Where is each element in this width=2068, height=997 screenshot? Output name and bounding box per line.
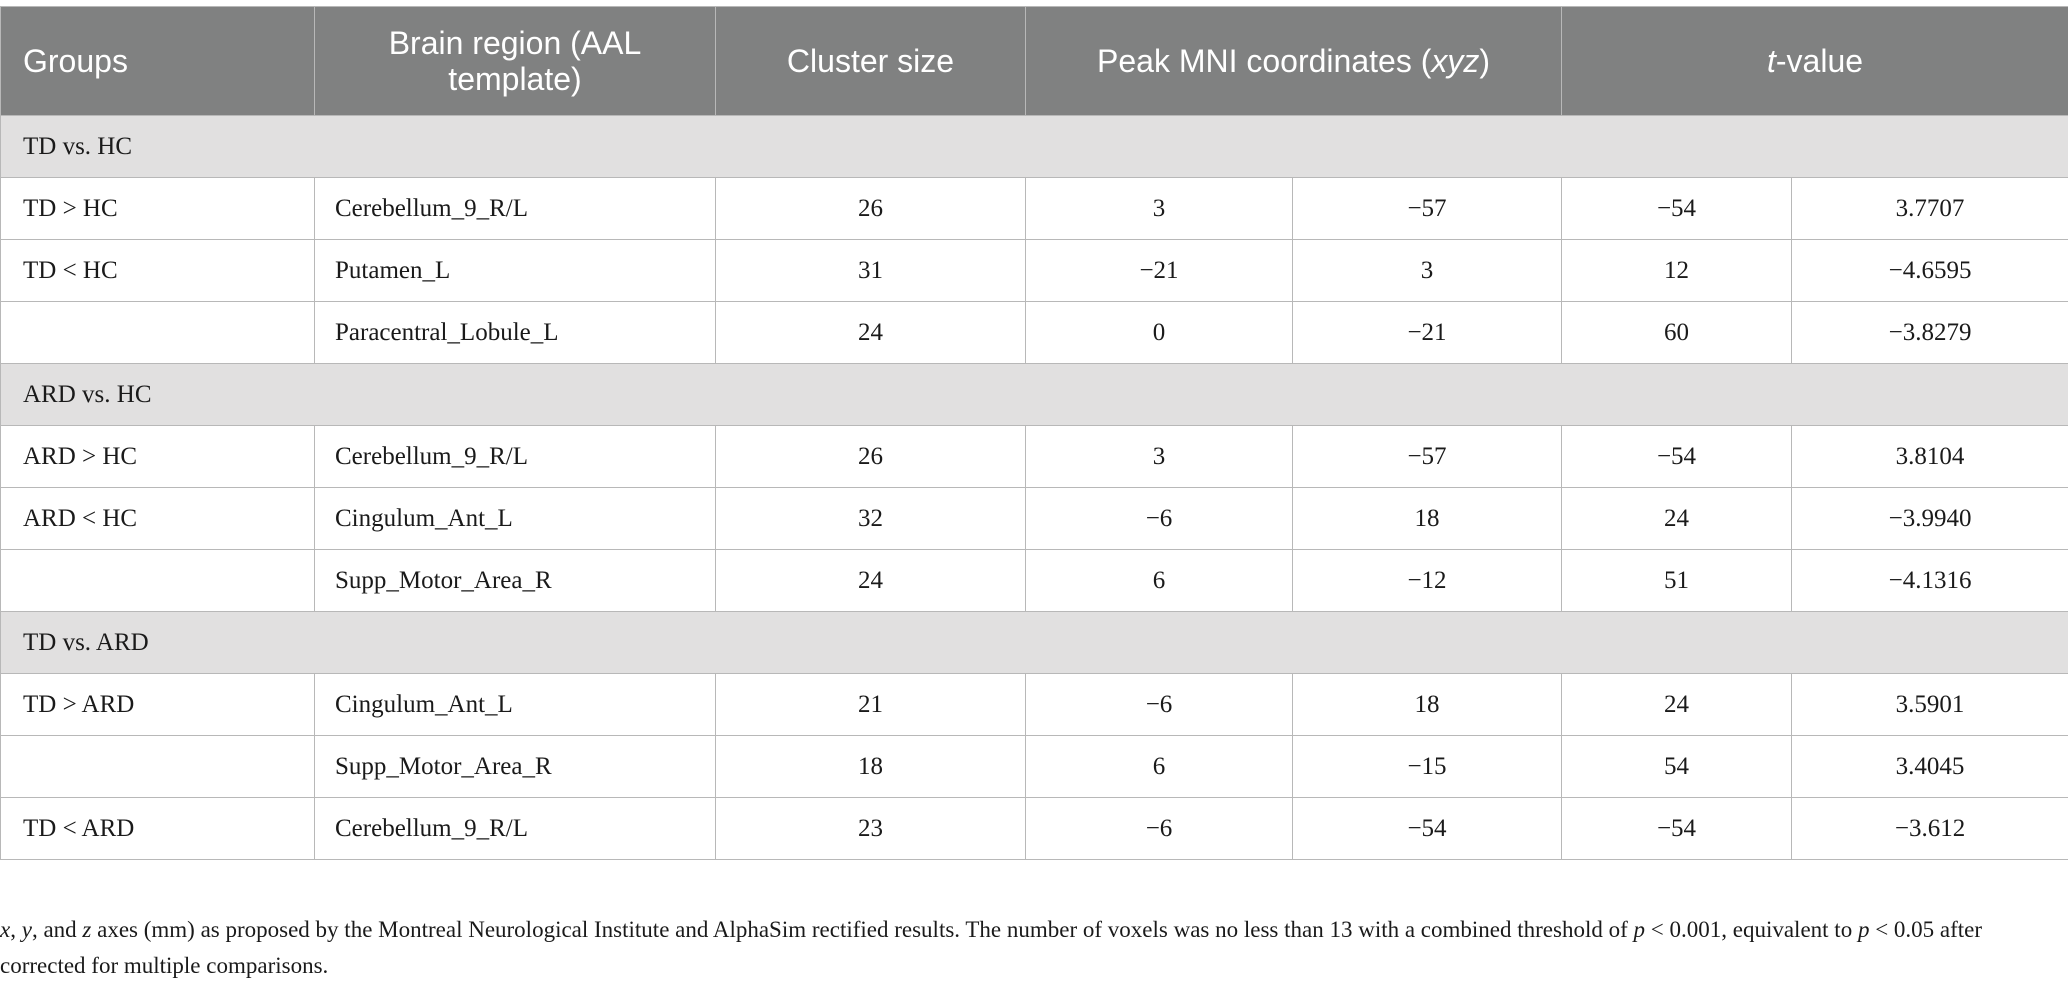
t-value-cell: 3.7707 (1792, 178, 2068, 240)
mni-z-cell: −54 (1562, 426, 1792, 488)
group-cell (1, 302, 315, 364)
t-value-cell: −3.612 (1792, 798, 2068, 860)
group-cell (1, 736, 315, 798)
group-cell: TD > ARD (1, 674, 315, 736)
mni-y-cell: 3 (1293, 240, 1562, 302)
mni-y-cell: −12 (1293, 550, 1562, 612)
cluster-size-cell: 21 (716, 674, 1026, 736)
mni-x-cell: 6 (1026, 550, 1293, 612)
header-brain-region (315, 7, 716, 116)
section-row (1, 364, 2068, 426)
brain-region-cell: Cerebellum_9_R/L (315, 178, 716, 240)
mni-z-cell: −54 (1562, 178, 1792, 240)
group-cell: ARD > HC (1, 426, 315, 488)
cluster-size-cell: 23 (716, 798, 1026, 860)
mni-z-cell: 24 (1562, 488, 1792, 550)
mni-y-cell: 18 (1293, 674, 1562, 736)
t-value-cell: 3.4045 (1792, 736, 2068, 798)
mni-x-cell: −6 (1026, 674, 1293, 736)
mni-z-cell: 54 (1562, 736, 1792, 798)
brain-region-cell: Cingulum_Ant_L (315, 674, 716, 736)
header-brain-region-line2: template) (448, 61, 582, 97)
section-row (1, 116, 2068, 178)
brain-region-cell: Supp_Motor_Area_R (315, 550, 716, 612)
table-row (1, 736, 2068, 798)
table-header-row (1, 7, 2068, 116)
t-value-cell: 3.8104 (1792, 426, 2068, 488)
header-cluster-size: Cluster size (716, 7, 1026, 116)
results-table (0, 6, 2068, 860)
cluster-size-cell: 24 (716, 550, 1026, 612)
table-row (1, 240, 2068, 302)
mni-x-cell: 3 (1026, 178, 1293, 240)
table-row (1, 178, 2068, 240)
t-value-cell: 3.5901 (1792, 674, 2068, 736)
section-title: TD vs. HC (1, 116, 2068, 178)
t-value-cell: −4.1316 (1792, 550, 2068, 612)
mni-x-cell: −21 (1026, 240, 1293, 302)
mni-y-cell: −57 (1293, 178, 1562, 240)
cluster-size-cell: 31 (716, 240, 1026, 302)
mni-x-cell: 3 (1026, 426, 1293, 488)
mni-z-cell: 60 (1562, 302, 1792, 364)
brain-region-cell: Supp_Motor_Area_R (315, 736, 716, 798)
brain-region-cell: Cerebellum_9_R/L (315, 426, 716, 488)
cluster-size-cell: 24 (716, 302, 1026, 364)
table-row (1, 550, 2068, 612)
group-cell: TD > HC (1, 178, 315, 240)
cluster-size-cell: 18 (716, 736, 1026, 798)
mni-x-cell: 0 (1026, 302, 1293, 364)
mni-z-cell: 24 (1562, 674, 1792, 736)
cluster-size-cell: 32 (716, 488, 1026, 550)
group-cell: ARD < HC (1, 488, 315, 550)
t-value-cell: −3.8279 (1792, 302, 2068, 364)
section-row (1, 612, 2068, 674)
header-peak-mni: Peak MNI coordinates (xyz) (1026, 7, 1562, 116)
section-title: ARD vs. HC (1, 364, 2068, 426)
brain-region-cell: Cingulum_Ant_L (315, 488, 716, 550)
header-t-value: t-value (1562, 7, 2068, 116)
header-groups: Groups (1, 7, 315, 116)
t-value-cell: −4.6595 (1792, 240, 2068, 302)
brain-region-cell: Paracentral_Lobule_L (315, 302, 716, 364)
brain-region-cell: Cerebellum_9_R/L (315, 798, 716, 860)
table-row (1, 426, 2068, 488)
mni-y-cell: −21 (1293, 302, 1562, 364)
section-title: TD vs. ARD (1, 612, 2068, 674)
brain-region-cell: Putamen_L (315, 240, 716, 302)
mni-z-cell: −54 (1562, 798, 1792, 860)
cluster-size-cell: 26 (716, 426, 1026, 488)
mni-z-cell: 12 (1562, 240, 1792, 302)
mni-x-cell: −6 (1026, 798, 1293, 860)
header-brain-region-line1: Brain region (AAL (388, 25, 642, 61)
table-row (1, 674, 2068, 736)
mni-y-cell: −57 (1293, 426, 1562, 488)
group-cell (1, 550, 315, 612)
t-value-cell: −3.9940 (1792, 488, 2068, 550)
cluster-size-cell: 26 (716, 178, 1026, 240)
table-row (1, 798, 2068, 860)
group-cell: TD < HC (1, 240, 315, 302)
mni-y-cell: −54 (1293, 798, 1562, 860)
mni-z-cell: 51 (1562, 550, 1792, 612)
table-footnote: x, y, and z axes (mm) as proposed by the Montreal Neurological Institute and AlphaSim rectified results. The number of voxels was no less than 13 with a combined threshold of p < 0.001, equivalent to p < 0.05 after corrected for multiple comparisons. (0, 917, 1983, 978)
table-row (1, 302, 2068, 364)
mni-x-cell: 6 (1026, 736, 1293, 798)
table-body (1, 116, 2068, 860)
table-row (1, 488, 2068, 550)
mni-y-cell: −15 (1293, 736, 1562, 798)
group-cell: TD < ARD (1, 798, 315, 860)
mni-x-cell: −6 (1026, 488, 1293, 550)
mni-y-cell: 18 (1293, 488, 1562, 550)
